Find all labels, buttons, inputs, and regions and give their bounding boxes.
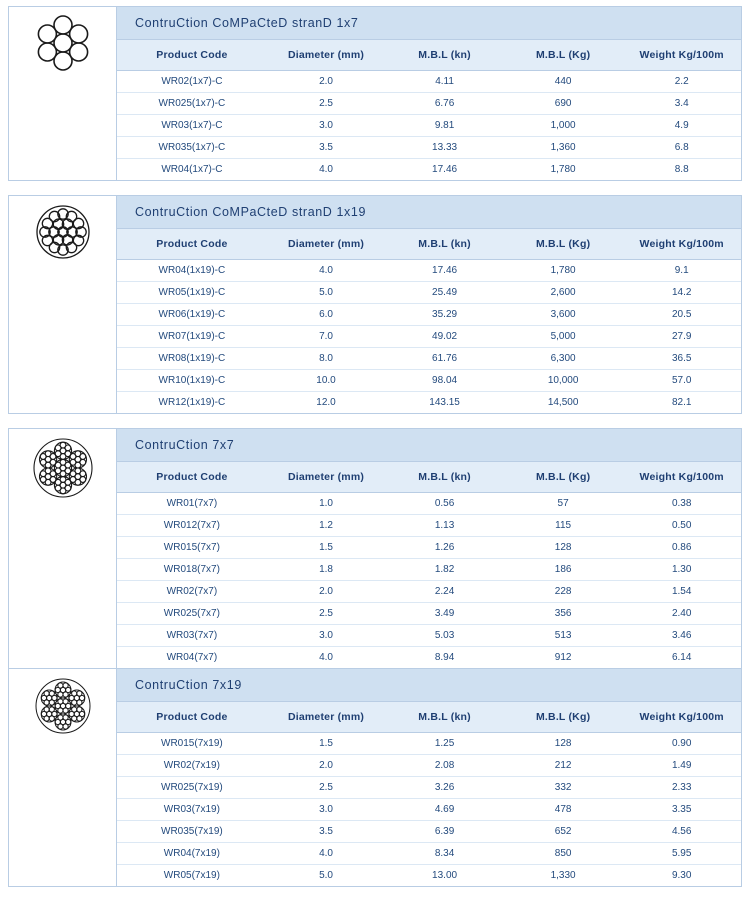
spec-block	[8, 195, 742, 414]
cell-weight: 4.56	[622, 821, 741, 843]
table-row	[117, 348, 741, 370]
cell-weight: 4.9	[622, 115, 741, 137]
cell-weight: 0.38	[622, 493, 741, 515]
column-header: Diameter (mm)	[267, 462, 386, 493]
wire-rope-1x19-icon	[9, 196, 117, 413]
cell-mbl-kg: 6,300	[504, 348, 623, 370]
cell-diameter: 6.0	[267, 304, 386, 326]
table-row	[117, 865, 741, 887]
cell-mbl-kg: 2,600	[504, 282, 623, 304]
cell-mbl-kn: 49.02	[385, 326, 504, 348]
spec-table	[117, 229, 741, 413]
cell-product-code: WR03(7x7)	[117, 625, 267, 647]
cell-product-code: WR012(7x7)	[117, 515, 267, 537]
cell-product-code: WR05(1x19)-C	[117, 282, 267, 304]
cell-product-code: WR03(7x19)	[117, 799, 267, 821]
cell-diameter: 2.0	[267, 755, 386, 777]
table-row	[117, 93, 741, 115]
section-title: ContruCtion CoMPaCteD stranD 1x19	[117, 196, 741, 229]
cell-product-code: WR02(7x7)	[117, 581, 267, 603]
spec-content	[117, 669, 741, 886]
spec-table	[117, 702, 741, 886]
cell-product-code: WR12(1x19)-C	[158, 397, 226, 408]
cell-mbl-kg: 128	[504, 537, 623, 559]
column-header: Product Code	[117, 229, 267, 260]
cell-weight: 14.2	[622, 282, 741, 304]
spec-section	[9, 7, 741, 180]
cell-diameter: 1.5	[267, 733, 386, 755]
table-row	[117, 137, 741, 159]
spec-section	[9, 668, 741, 886]
cell-diameter: 5.0	[267, 282, 386, 304]
cell-mbl-kn: 0.56	[385, 493, 504, 515]
cell-mbl-kg: 332	[504, 777, 623, 799]
spec-block	[8, 428, 742, 887]
cell-product-code: WR02(1x7)-C	[117, 71, 267, 93]
cell-diameter: 1.2	[267, 515, 386, 537]
table-row	[117, 115, 741, 137]
cell-mbl-kg: 850	[504, 843, 623, 865]
column-header: M.B.L (Kg)	[504, 40, 623, 71]
cell-diameter: 12.0	[316, 397, 336, 408]
cell-mbl-kg: 186	[504, 559, 623, 581]
cell-mbl-kn: 13.33	[385, 137, 504, 159]
cell-diameter: 3.0	[267, 799, 386, 821]
cell-product-code: WR025(7x7)	[117, 603, 267, 625]
cell-weight: 2.40	[622, 603, 741, 625]
cell-mbl-kg: 478	[504, 799, 623, 821]
cell-weight: 3.4	[622, 93, 741, 115]
cell-mbl-kn: 6.39	[385, 821, 504, 843]
cell-mbl-kg: 228	[504, 581, 623, 603]
spec-section	[9, 429, 741, 668]
cell-weight: 5.95	[622, 843, 741, 865]
cell-mbl-kn: 143.15	[429, 397, 460, 408]
cell-mbl-kn: 1.25	[385, 733, 504, 755]
column-header: M.B.L (kn)	[385, 40, 504, 71]
cell-product-code: WR07(1x19)-C	[117, 326, 267, 348]
cell-product-code: WR02(7x19)	[117, 755, 267, 777]
spec-content	[117, 429, 741, 668]
cell-weight: 8.8	[674, 164, 689, 175]
column-header: Weight Kg/100m	[622, 229, 741, 260]
table-row	[117, 326, 741, 348]
cell-mbl-kg: 115	[504, 515, 623, 537]
cell-product-code: WR04(1x7)-C	[161, 164, 223, 175]
wire-rope-7x19-icon	[9, 669, 117, 886]
spec-table	[117, 40, 741, 180]
cell-mbl-kg: 652	[504, 821, 623, 843]
cell-mbl-kg: 3,600	[504, 304, 623, 326]
cell-diameter: 2.0	[267, 71, 386, 93]
cell-diameter: 1.8	[267, 559, 386, 581]
cell-mbl-kn: 3.26	[385, 777, 504, 799]
cell-mbl-kn: 35.29	[385, 304, 504, 326]
cell-weight: 20.5	[622, 304, 741, 326]
cell-diameter: 2.5	[267, 603, 386, 625]
cell-mbl-kg: 57	[504, 493, 623, 515]
cell-weight: 1.49	[622, 755, 741, 777]
cell-diameter: 2.5	[267, 777, 386, 799]
cell-diameter: 5.0	[319, 870, 333, 881]
cell-product-code: WR04(7x7)	[166, 652, 218, 663]
column-header: Weight Kg/100m	[622, 40, 741, 71]
table-row	[117, 843, 741, 865]
column-header: M.B.L (kn)	[385, 462, 504, 493]
cell-product-code: WR01(7x7)	[117, 493, 267, 515]
table-row	[117, 493, 741, 515]
cell-diameter: 1.0	[267, 493, 386, 515]
cell-diameter: 2.0	[267, 581, 386, 603]
column-header: Weight Kg/100m	[622, 702, 741, 733]
cell-diameter: 3.5	[267, 821, 386, 843]
section-title: ContruCtion CoMPaCteD stranD 1x7	[117, 7, 741, 40]
spec-content	[117, 7, 741, 180]
cell-mbl-kg: 212	[504, 755, 623, 777]
cell-diameter: 1.5	[267, 537, 386, 559]
table-header-row	[117, 229, 741, 260]
cell-diameter: 8.0	[267, 348, 386, 370]
cell-product-code: WR015(7x7)	[117, 537, 267, 559]
table-row	[117, 71, 741, 93]
cell-weight: 36.5	[622, 348, 741, 370]
cell-mbl-kn: 4.11	[385, 71, 504, 93]
table-row	[117, 159, 741, 181]
table-header-row	[117, 40, 741, 71]
cell-mbl-kg: 1,330	[550, 870, 576, 881]
cell-mbl-kn: 1.26	[385, 537, 504, 559]
cell-mbl-kg: 1,000	[504, 115, 623, 137]
column-header: Weight Kg/100m	[622, 462, 741, 493]
table-row	[117, 581, 741, 603]
column-header: Diameter (mm)	[267, 702, 386, 733]
column-header: Diameter (mm)	[267, 229, 386, 260]
cell-weight: 6.14	[671, 652, 692, 663]
cell-mbl-kn: 1.13	[385, 515, 504, 537]
cell-mbl-kn: 3.49	[385, 603, 504, 625]
cell-diameter: 4.0	[319, 164, 333, 175]
table-row	[117, 821, 741, 843]
cell-mbl-kn: 98.04	[385, 370, 504, 392]
cell-diameter: 4.0	[319, 652, 333, 663]
column-header: M.B.L (kn)	[385, 229, 504, 260]
table-row	[117, 282, 741, 304]
cell-weight: 27.9	[622, 326, 741, 348]
cell-mbl-kn: 17.46	[432, 164, 458, 175]
cell-weight: 57.0	[622, 370, 741, 392]
cell-product-code: WR05(7x19)	[163, 870, 220, 881]
cell-mbl-kn: 1.82	[385, 559, 504, 581]
column-header: M.B.L (Kg)	[504, 229, 623, 260]
table-header-row	[117, 462, 741, 493]
cell-product-code: WR015(7x19)	[117, 733, 267, 755]
table-row	[117, 755, 741, 777]
cell-mbl-kg: 356	[504, 603, 623, 625]
cell-mbl-kg: 513	[504, 625, 623, 647]
table-row	[117, 260, 741, 282]
cell-weight: 0.90	[622, 733, 741, 755]
table-row	[117, 515, 741, 537]
spec-content	[117, 196, 741, 413]
cell-diameter: 3.0	[267, 115, 386, 137]
section-title: ContruCtion 7x7	[117, 429, 741, 462]
cell-product-code: WR06(1x19)-C	[117, 304, 267, 326]
table-row	[117, 799, 741, 821]
table-row	[117, 777, 741, 799]
table-row	[117, 392, 741, 414]
cell-weight: 3.46	[622, 625, 741, 647]
cell-weight: 82.1	[671, 397, 692, 408]
column-header: M.B.L (kn)	[385, 702, 504, 733]
column-header: M.B.L (Kg)	[504, 462, 623, 493]
cell-mbl-kn: 13.00	[432, 870, 458, 881]
cell-diameter: 4.0	[267, 260, 386, 282]
cell-mbl-kn: 17.46	[385, 260, 504, 282]
table-row	[117, 304, 741, 326]
cell-mbl-kn: 8.94	[434, 652, 455, 663]
cell-weight: 2.2	[622, 71, 741, 93]
cell-diameter: 2.5	[267, 93, 386, 115]
cell-weight: 1.30	[622, 559, 741, 581]
cell-mbl-kn: 25.49	[385, 282, 504, 304]
cell-mbl-kn: 9.81	[385, 115, 504, 137]
spec-table	[117, 462, 741, 668]
cell-mbl-kg: 440	[504, 71, 623, 93]
cell-mbl-kg: 1,780	[550, 164, 576, 175]
table-row	[117, 647, 741, 669]
cell-mbl-kn: 6.76	[385, 93, 504, 115]
cell-weight: 0.50	[622, 515, 741, 537]
spec-section	[9, 196, 741, 413]
cell-diameter: 7.0	[267, 326, 386, 348]
cell-mbl-kg: 128	[504, 733, 623, 755]
cell-weight: 9.1	[622, 260, 741, 282]
column-header: Product Code	[117, 40, 267, 71]
cell-mbl-kn: 2.24	[385, 581, 504, 603]
cell-diameter: 3.5	[267, 137, 386, 159]
cell-weight: 3.35	[622, 799, 741, 821]
cell-mbl-kn: 2.08	[385, 755, 504, 777]
spec-block	[8, 6, 742, 181]
table-row	[117, 537, 741, 559]
cell-weight: 2.33	[622, 777, 741, 799]
cell-mbl-kg: 14,500	[547, 397, 579, 408]
cell-weight: 0.86	[622, 537, 741, 559]
table-row	[117, 603, 741, 625]
cell-weight: 9.30	[671, 870, 692, 881]
cell-diameter: 4.0	[267, 843, 386, 865]
cell-mbl-kn: 8.34	[385, 843, 504, 865]
table-header-row	[117, 702, 741, 733]
cell-product-code: WR04(1x19)-C	[117, 260, 267, 282]
column-header: Product Code	[117, 462, 267, 493]
section-title: ContruCtion 7x19	[117, 669, 741, 702]
column-header: M.B.L (Kg)	[504, 702, 623, 733]
cell-diameter: 3.0	[267, 625, 386, 647]
cell-product-code: WR025(1x7)-C	[117, 93, 267, 115]
cell-product-code: WR04(7x19)	[117, 843, 267, 865]
cell-mbl-kg: 10,000	[504, 370, 623, 392]
cell-mbl-kg: 690	[504, 93, 623, 115]
cell-product-code: WR035(7x19)	[117, 821, 267, 843]
cell-diameter: 10.0	[267, 370, 386, 392]
cell-mbl-kn: 61.76	[385, 348, 504, 370]
cell-mbl-kg: 1,360	[504, 137, 623, 159]
table-row	[117, 370, 741, 392]
cell-product-code: WR08(1x19)-C	[117, 348, 267, 370]
cell-mbl-kg: 5,000	[504, 326, 623, 348]
cell-product-code: WR025(7x19)	[117, 777, 267, 799]
cell-product-code: WR10(1x19)-C	[117, 370, 267, 392]
cell-weight: 1.54	[622, 581, 741, 603]
cell-mbl-kg: 1,780	[504, 260, 623, 282]
cell-weight: 6.8	[622, 137, 741, 159]
wire-rope-1x7-icon	[9, 7, 117, 180]
column-header: Diameter (mm)	[267, 40, 386, 71]
cell-mbl-kg: 912	[554, 652, 572, 663]
table-row	[117, 733, 741, 755]
cell-product-code: WR018(7x7)	[117, 559, 267, 581]
cell-product-code: WR035(1x7)-C	[117, 137, 267, 159]
cell-mbl-kn: 4.69	[385, 799, 504, 821]
table-row	[117, 625, 741, 647]
wire-rope-7x7-icon	[9, 429, 117, 668]
cell-product-code: WR03(1x7)-C	[117, 115, 267, 137]
table-row	[117, 559, 741, 581]
column-header: Product Code	[117, 702, 267, 733]
cell-mbl-kn: 5.03	[385, 625, 504, 647]
